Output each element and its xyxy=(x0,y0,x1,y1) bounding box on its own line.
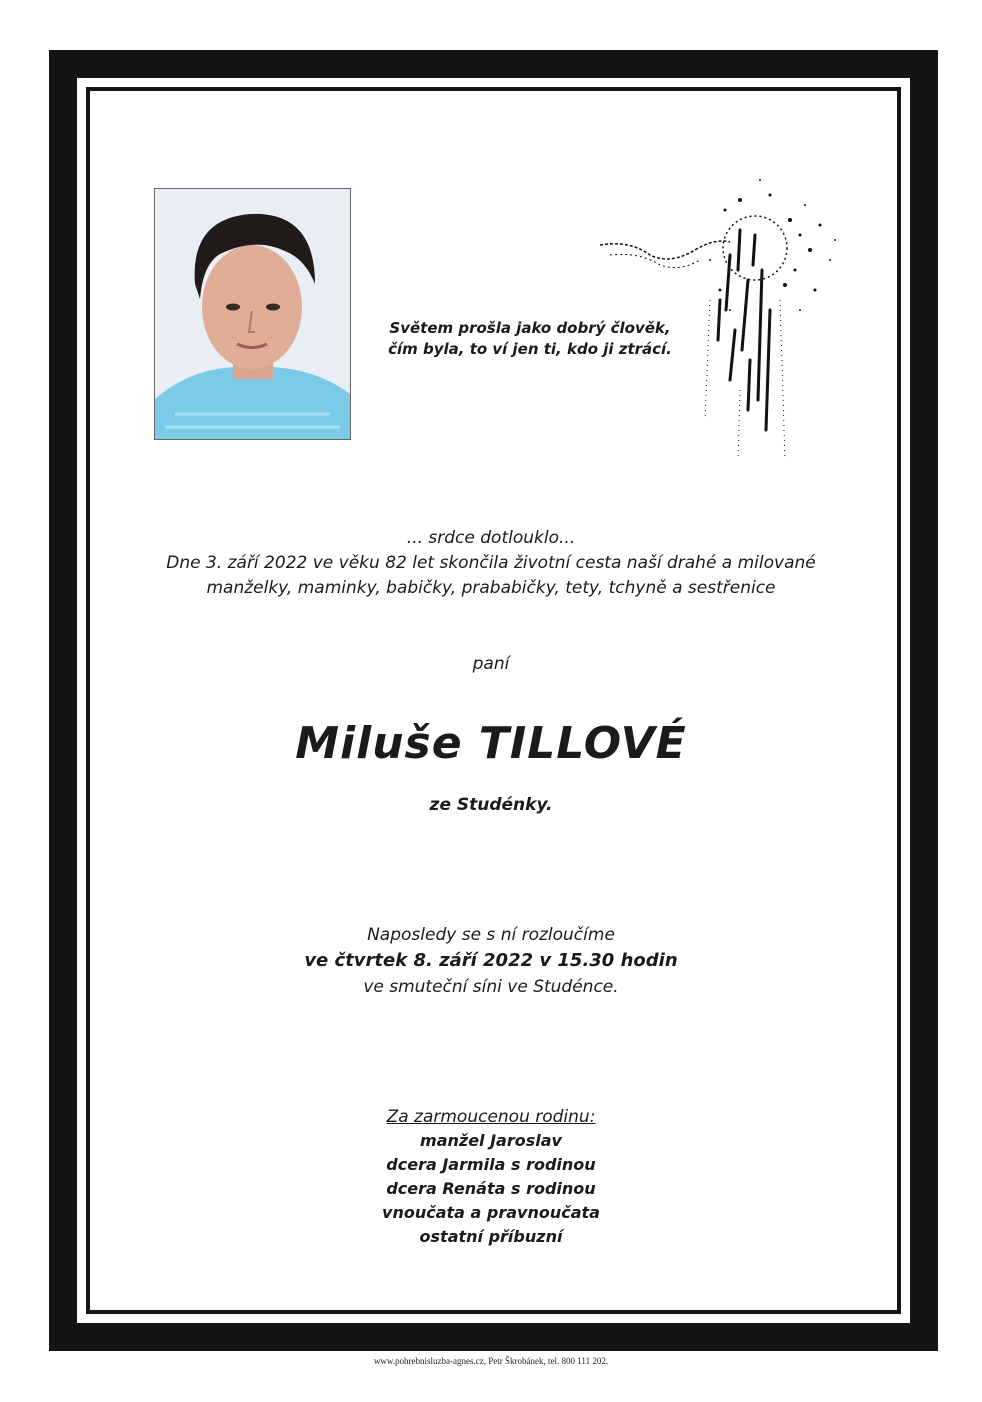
deceased-origin: ze Studénky. xyxy=(429,795,553,815)
family-list xyxy=(100,1105,882,1249)
motto-line-2: čím byla, to ví jen ti, kdo ji ztrácí. xyxy=(388,340,672,358)
motto-line-1: Světem prošla jako dobrý člověk, xyxy=(389,319,671,337)
ceremony-place: ve smuteční síni ve Studénce. xyxy=(363,977,619,997)
announcement-text xyxy=(100,526,882,601)
family-member: dcera Jarmila s rodinou xyxy=(386,1155,596,1174)
ceremony-details xyxy=(100,922,882,1000)
family-member: vnoučata a pravnoučata xyxy=(382,1203,600,1222)
intro-line-1: ... srdce dotlouklo... xyxy=(406,528,576,548)
salutation: paní xyxy=(472,654,510,674)
intro-line-3: manželky, maminky, babičky, prababičky, tety, tchyně a sestřenice xyxy=(206,578,776,598)
portrait-photo xyxy=(154,188,351,440)
family-member: ostatní příbuzní xyxy=(419,1227,563,1246)
family-member: dcera Renáta s rodinou xyxy=(386,1179,596,1198)
family-member: manžel Jaroslav xyxy=(420,1131,562,1150)
footer-contact: www.pohrebnisluzba-agnes.cz, Petr Škrobánek, tel. 800 111 202. xyxy=(373,1356,609,1366)
family-heading: Za zarmoucenou rodinu: xyxy=(386,1107,596,1127)
moon-candles-decoration xyxy=(590,160,855,475)
ceremony-date-time: ve čtvrtek 8. září 2022 v 15.30 hodin xyxy=(304,950,678,971)
ceremony-line-1: Naposledy se s ní rozloučíme xyxy=(367,925,615,945)
intro-line-2: Dne 3. září 2022 ve věku 82 let skončila životní cesta naší drahé a milované xyxy=(166,553,816,573)
deceased-name: Miluše TILLOVÉ xyxy=(295,718,687,769)
